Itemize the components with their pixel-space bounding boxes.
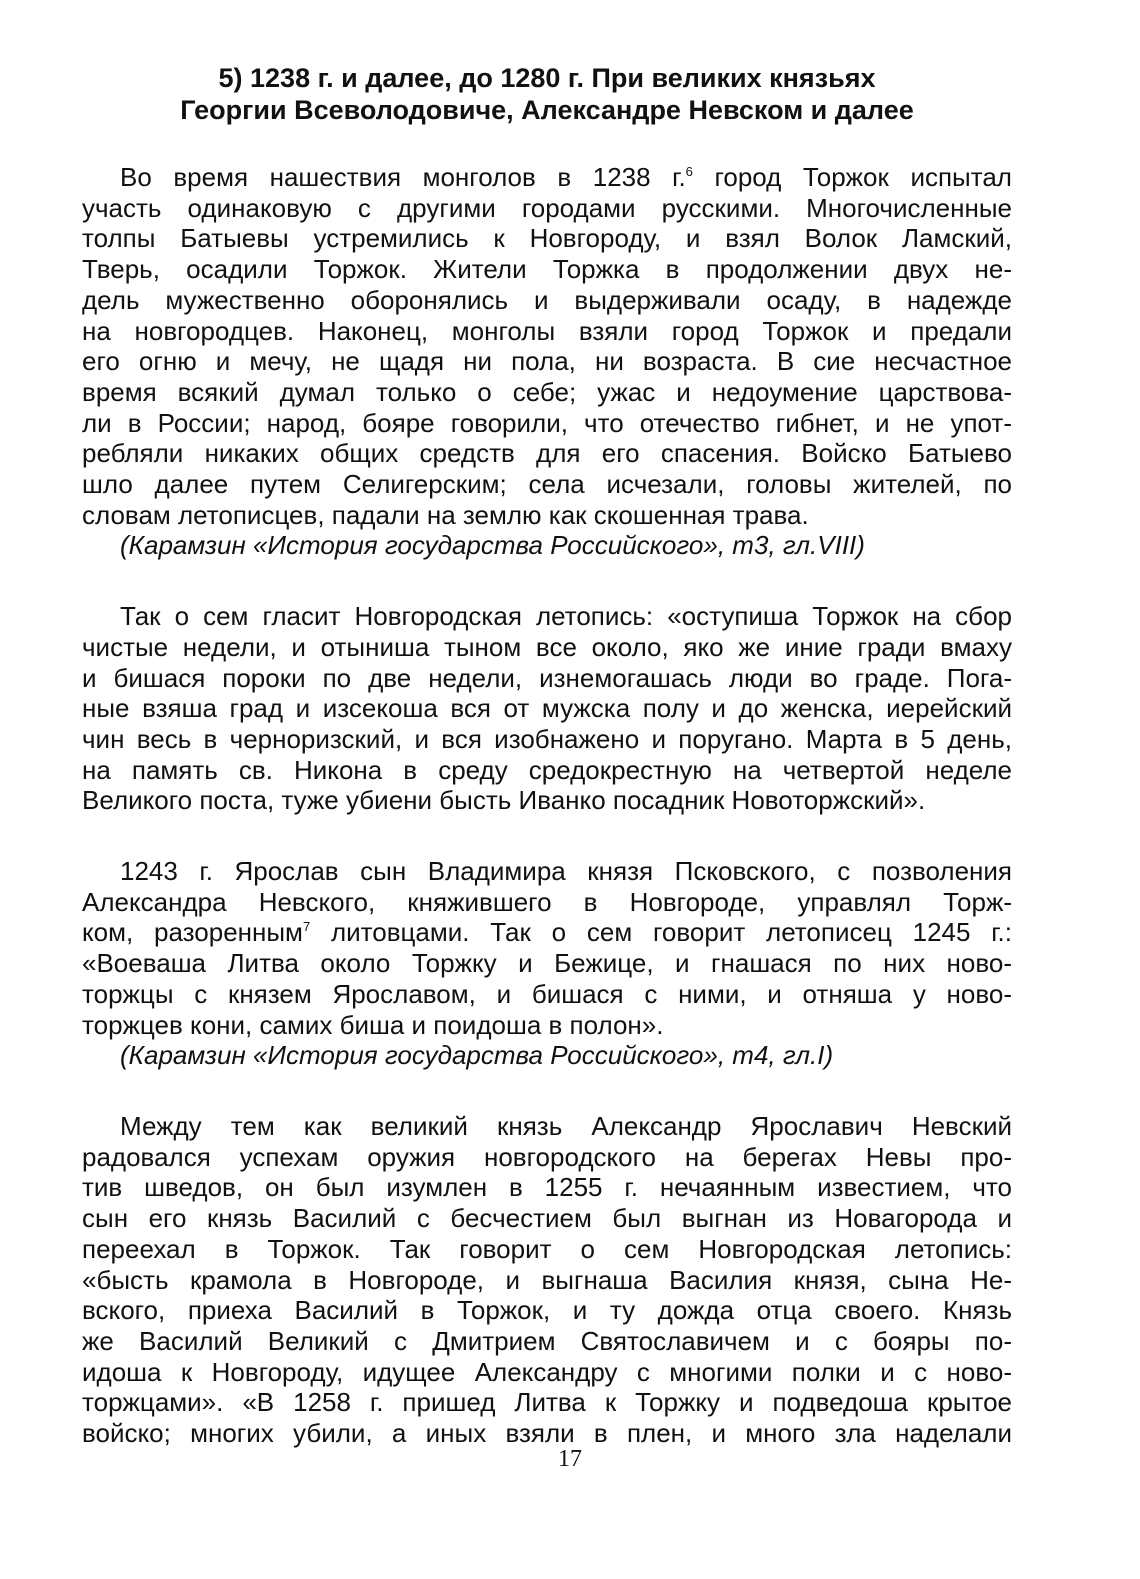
paragraph-2 — [82, 601, 1012, 816]
text-line: его огню и мечу, не щадя ни пола, ни возраста. В сие несчастное — [82, 346, 1012, 377]
text-line: торжцами». «В 1258 г. пришед Литва к Торжку и подведоша крытое — [82, 1387, 1012, 1418]
section-heading — [82, 62, 1012, 126]
text-line: Александра Невского, княжившего в Новгороде, управлял Торж- — [82, 886, 1012, 917]
footnote-ref: 7 — [302, 919, 311, 935]
paragraph-4 — [82, 1111, 1012, 1449]
text-line: и бишася пороки по две недели, изнемогашась люди во граде. Пога- — [82, 662, 1012, 693]
text-line: сын его князь Василий с бесчестием был выгнан из Новагорода и — [82, 1203, 1012, 1234]
text-line: на новгородцев. Наконец, монголы взяли город Торжок и предали — [82, 315, 1012, 346]
text-line: торжцев кони, самих биша и поидоша в полон». — [82, 1009, 664, 1040]
text-line: шло далее путем Селигерским; села исчезали, головы жителей, по — [82, 469, 1012, 500]
text-line: торжцы с князем Ярославом, и бишася с ними, и отняша у ново- — [82, 978, 1012, 1009]
source-citation-2: (Карамзин «История государства Российского», т4, гл.I) — [120, 1040, 834, 1071]
text-line: Так о сем гласит Новгородская летопись: «оступиша Торжок на сбор — [120, 601, 1012, 632]
text-line: словам летописцев, падали на землю как скошенная трава. — [82, 499, 809, 530]
text-line: чистые недели, и отыниша тыном все около, яко же иние гради вмаху — [82, 631, 1012, 662]
text-line: вского, приеха Василий в Торжок, и ту дожда отца своего. Князь — [82, 1295, 1012, 1326]
heading-line-2: Георгии Всеволодовиче, Александре Невском и далее — [180, 95, 914, 125]
text-line: же Василий Великий с Дмитрием Святославичем и с бояры по- — [82, 1325, 1012, 1356]
text-line: Тверь, осадили Торжок. Жители Торжка в продолжении двух не- — [82, 254, 1012, 285]
text-line: «бысть крамола в Новгороде, и выгнаша Василия князя, сына Не- — [82, 1264, 1012, 1295]
text-line: Между тем как великий князь Александр Ярославич Невский — [120, 1110, 1012, 1141]
text-line: 1243 г. Ярослав сын Владимира князя Псковского, с позволения — [120, 856, 1012, 887]
text-line: ком, разоренным$^7$ литовцами. Так о сем говорит летописец 1245 г.: — [82, 917, 1012, 948]
text-line: Во время нашествия монголов в 1238 г.$^6$ город Торжок испытал — [120, 162, 1012, 192]
text-line: ли в России; народ, бояре говорили, что отечество гибнет, и не упот- — [82, 407, 1012, 438]
text-line: войско; многих убили, а иных взяли в плен, и много зла наделали — [82, 1418, 1012, 1449]
page-number: 17 — [558, 1446, 582, 1472]
paragraph-3 — [82, 856, 1012, 1040]
text-line: толпы Батыевы устремились к Новгороду, и взял Волок Ламский, — [82, 223, 1012, 254]
text-line: радовался успехам оружия новгородского на берегах Невы про- — [82, 1141, 1012, 1172]
text-line: Великого поста, туже убиени бысть Иванко посадник Новоторжский». — [82, 785, 926, 816]
text-line: ребляли никаких общих средств для его спасения. Войско Батыево — [82, 438, 1012, 469]
text-line: ные взяша град и изсекоша вся от мужска полу и до женска, иерейский — [82, 693, 1012, 724]
heading-line-1: 5) 1238 г. и далее, до 1280 г. При великих князьях — [218, 63, 876, 93]
text-line: чин весь в черноризский, и вся изобнажено и поругано. Марта в 5 день, — [82, 723, 1012, 754]
text-line: на память св. Никона в среду средокрестную на четвертой неделе — [82, 754, 1012, 785]
text-line: идоша к Новгороду, идущее Александру с многими полки и с ново- — [82, 1356, 1012, 1387]
paragraph-1 — [82, 162, 1012, 530]
text-line: «Воеваша Литва около Торжку и Бежице, и гнашася по них ново- — [82, 948, 1012, 979]
text-line: переехал в Торжок. Так говорит о сем Новгородская летопись: — [82, 1233, 1012, 1264]
footnote-ref: 6 — [685, 164, 693, 179]
source-citation-1: (Карамзин «История государства Российского», т3, гл.VIII) — [120, 530, 865, 561]
text-line: тив шведов, он был изумлен в 1255 г. нечаянным известием, что — [82, 1172, 1012, 1203]
text-line: участь одинаковую с другими городами русскими. Многочисленные — [82, 192, 1012, 223]
text-line: дель мужественно оборонялись и выдерживали осаду, в надежде — [82, 284, 1012, 315]
document-page — [82, 62, 1012, 1449]
text-line: время всякий думал только о себе; ужас и недоумение царствова- — [82, 376, 1012, 407]
